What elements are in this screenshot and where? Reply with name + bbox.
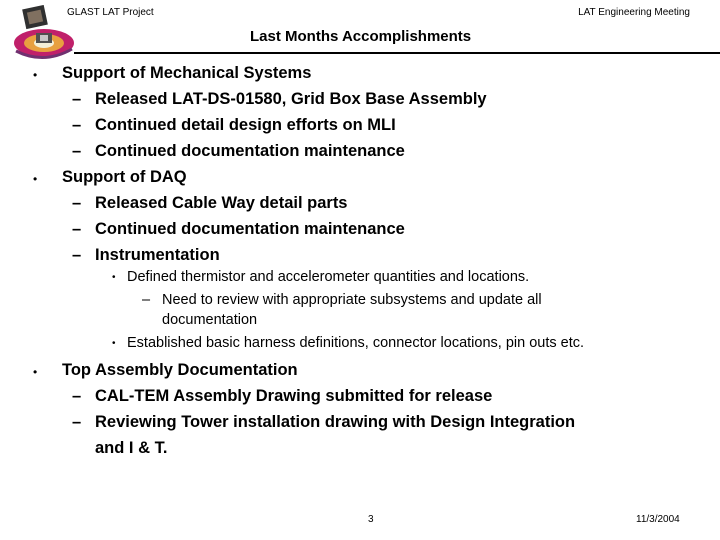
- list-item: Continued documentation maintenance: [95, 142, 405, 160]
- section-heading: Support of Mechanical Systems: [62, 64, 312, 82]
- dash-icon: –: [72, 90, 82, 108]
- footer-date: 11/3/2004: [636, 514, 680, 525]
- sub-list-item: Defined thermistor and accelerometer quantities and locations.: [127, 269, 530, 285]
- list-item: and I & T.: [95, 439, 168, 457]
- section-heading: Support of DAQ: [62, 168, 187, 186]
- dash-icon: –: [72, 387, 82, 405]
- header-project: GLAST LAT Project: [67, 7, 154, 18]
- bullet-icon: •: [33, 68, 38, 82]
- header-meeting: LAT Engineering Meeting: [578, 7, 690, 18]
- sub-list-item: documentation: [162, 312, 258, 328]
- dash-icon: –: [72, 220, 82, 238]
- sub-list-item: Established basic harness definitions, connector locations, pin outs etc.: [127, 335, 585, 351]
- page-title: Last Months Accomplishments: [250, 28, 472, 45]
- dash-icon: –: [72, 413, 82, 431]
- bullet-icon: •: [112, 338, 116, 349]
- dash-icon: –: [142, 292, 151, 308]
- dash-icon: –: [72, 116, 82, 134]
- list-item: CAL-TEM Assembly Drawing submitted for release: [95, 387, 493, 405]
- list-item: Reviewing Tower installation drawing with Design Integration: [95, 413, 576, 431]
- dash-icon: –: [72, 194, 82, 212]
- list-item: Continued documentation maintenance: [95, 220, 405, 238]
- list-item: Released Cable Way detail parts: [95, 194, 348, 212]
- sub-list-item: Need to review with appropriate subsystems and update all: [162, 292, 542, 308]
- list-item: Instrumentation: [95, 246, 220, 264]
- bullet-icon: •: [112, 272, 116, 283]
- list-item: Continued detail design efforts on MLI: [95, 116, 396, 134]
- dash-icon: –: [72, 246, 82, 264]
- bullet-icon: •: [33, 172, 38, 186]
- section-heading: Top Assembly Documentation: [62, 361, 298, 379]
- page-number: 3: [368, 514, 374, 525]
- bullet-icon: •: [33, 365, 38, 379]
- list-item: Released LAT-DS-01580, Grid Box Base Assembly: [95, 90, 487, 108]
- dash-icon: –: [72, 142, 82, 160]
